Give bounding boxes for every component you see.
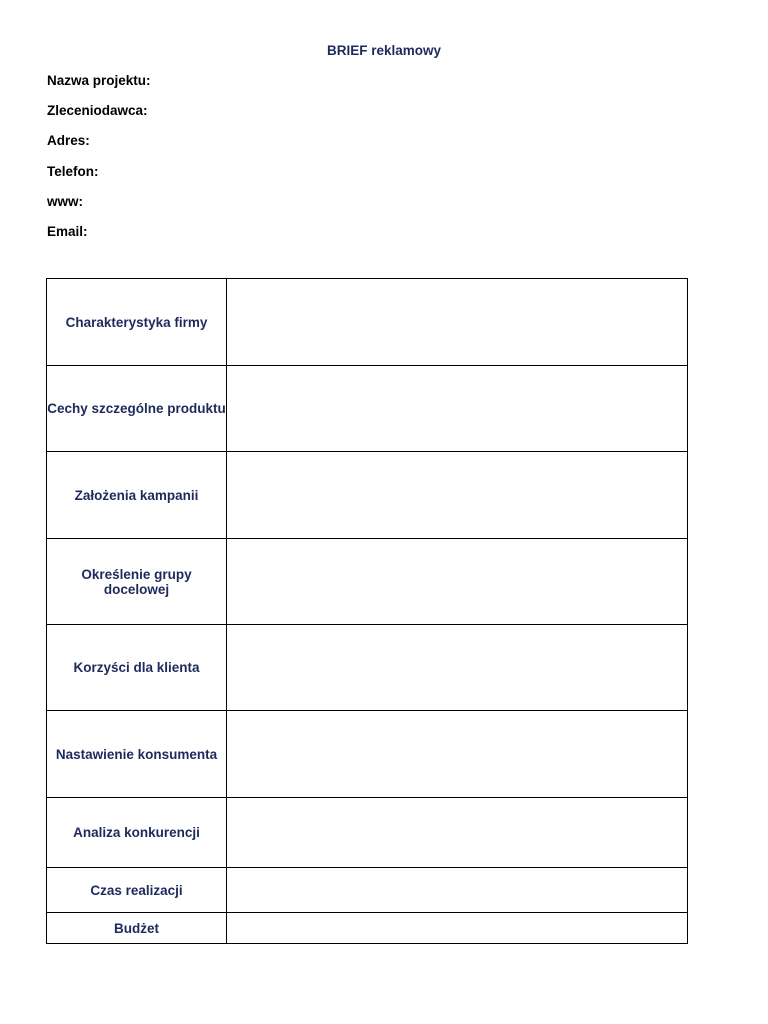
row-label: Cechy szczególne produktu bbox=[47, 366, 227, 452]
row-value-cell[interactable] bbox=[227, 868, 688, 913]
table-row bbox=[47, 539, 688, 625]
field-email: Email: bbox=[47, 224, 88, 239]
row-label: Korzyści dla klienta bbox=[47, 625, 227, 711]
row-value-cell[interactable] bbox=[227, 539, 688, 625]
row-value-cell[interactable] bbox=[227, 625, 688, 711]
field-project-name: Nazwa projektu: bbox=[47, 73, 151, 88]
table-row bbox=[47, 913, 688, 944]
row-label: Nastawienie konsumenta bbox=[47, 711, 227, 798]
row-value-cell[interactable] bbox=[227, 711, 688, 798]
table-row bbox=[47, 625, 688, 711]
row-value-cell[interactable] bbox=[227, 913, 688, 944]
row-label: Czas realizacji bbox=[47, 868, 227, 913]
brief-table bbox=[46, 278, 688, 944]
table-row bbox=[47, 711, 688, 798]
row-value-cell[interactable] bbox=[227, 452, 688, 539]
row-value-cell[interactable] bbox=[227, 366, 688, 452]
field-address: Adres: bbox=[47, 133, 90, 148]
row-value-cell[interactable] bbox=[227, 798, 688, 868]
row-label: Założenia kampanii bbox=[47, 452, 227, 539]
row-label: Budżet bbox=[47, 913, 227, 944]
row-label: Charakterystyka firmy bbox=[47, 279, 227, 366]
table-row bbox=[47, 798, 688, 868]
field-www: www: bbox=[47, 194, 83, 209]
field-client: Zleceniodawca: bbox=[47, 103, 148, 118]
table-row bbox=[47, 452, 688, 539]
table-row bbox=[47, 868, 688, 913]
row-value-cell[interactable] bbox=[227, 279, 688, 366]
row-label: Określenie grupy docelowej bbox=[47, 539, 227, 625]
table-row bbox=[47, 366, 688, 452]
field-phone: Telefon: bbox=[47, 164, 99, 179]
table-row bbox=[47, 279, 688, 366]
row-label: Analiza konkurencji bbox=[47, 798, 227, 868]
document-title: BRIEF reklamowy bbox=[326, 43, 442, 58]
